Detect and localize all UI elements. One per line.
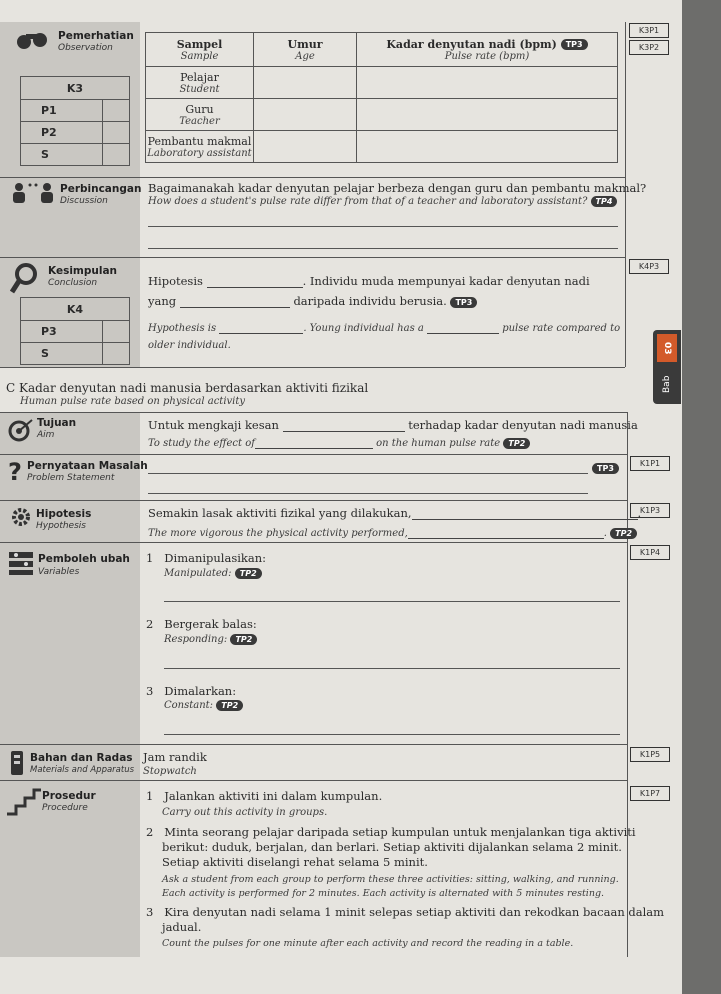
k4-table: [20, 297, 130, 365]
procedure-label-en: Procedure: [42, 803, 88, 813]
k3-table: [20, 76, 130, 166]
discussion-question-en: How does a student's pulse rate differ from that of a teacher and laboratory assistant?: [148, 196, 588, 207]
conclusion-label: Kesimpulan: [48, 265, 118, 277]
sliders-icon: [8, 550, 34, 576]
k4-title: K4: [21, 298, 130, 321]
pulse-table: [145, 32, 618, 163]
hypothesis-en: The more vigorous the physical activity performed,: [148, 528, 408, 539]
section-c-title: C Kadar denyutan nadi manusia berdasarkan aktiviti fizikal: [6, 381, 369, 395]
chapter-label: Bab: [662, 375, 672, 393]
age-cell[interactable]: [254, 99, 357, 131]
observation-label-en: Observation: [58, 43, 113, 53]
conclusion-en-1: Hypothesis is: [148, 323, 217, 334]
procedure-label: Prosedur: [42, 790, 96, 802]
target-icon: [8, 418, 34, 442]
tp2-badge: TP2: [235, 568, 262, 579]
discussion-question: Bagaimanakah kadar denyutan pelajar berbeza dengan guru dan pembantu makmal?: [148, 181, 647, 195]
materials-label: Bahan dan Radas: [30, 752, 133, 764]
answer-line[interactable]: [148, 248, 618, 249]
tp2-badge: TP2: [230, 634, 257, 645]
variable-number: 2: [146, 617, 154, 631]
row-label: Guru: [185, 102, 214, 116]
step-text: berikut: duduk, berjalan, dan berlari. Setiap aktiviti dijalankan selama 2 minit.: [162, 840, 622, 854]
k3-score-cell[interactable]: [103, 100, 130, 122]
observation-label: Pemerhatian: [58, 30, 134, 42]
aim-label-en: Aim: [37, 430, 55, 440]
row-label-en: Student: [179, 83, 220, 95]
code-k1p3: K1P3: [630, 503, 670, 518]
code-k4p3: K4P3: [629, 259, 669, 274]
variable-label-en: Responding:: [164, 634, 228, 645]
conclusion-en-2: . Young individual has a: [303, 323, 424, 334]
col-header-pulse-en: Pulse rate (bpm): [444, 50, 530, 62]
answer-line[interactable]: [164, 734, 620, 735]
step-text-en: Each activity is performed for 2 minutes. Each activity is alternated with 5 minutes resting.: [162, 888, 605, 899]
answer-line[interactable]: [164, 668, 620, 669]
tp2-badge: TP2: [503, 438, 530, 449]
code-k3p2: K3P2: [629, 40, 669, 55]
stairs-icon: [6, 786, 42, 816]
flask-icon: [8, 750, 26, 776]
gear-icon: [10, 506, 32, 528]
aim-blank-en[interactable]: [255, 448, 373, 449]
step-number: 2: [146, 825, 154, 839]
materials-label-en: Materials and Apparatus: [30, 765, 135, 775]
materials-item: Jam randik: [143, 750, 207, 764]
col-header-pulse: Kadar denyutan nadi (bpm): [386, 37, 557, 51]
step-text: Minta seorang pelajar daripada setiap kumpulan untuk menjalankan tiga aktiviti: [164, 825, 636, 839]
lower-shade: [0, 412, 140, 957]
row-label: Pelajar: [180, 70, 219, 84]
hypothesis-label: Hipotesis: [36, 508, 92, 520]
k3-row: P1: [21, 100, 103, 122]
problem-label: Pernyataan Masalah: [27, 460, 148, 472]
conclusion-mid: . Individu muda mempunyai kadar denyutan nadi: [302, 274, 590, 288]
col-header-age: Umur: [287, 37, 323, 51]
k3-row: S: [21, 144, 103, 166]
k4-row: S: [21, 343, 103, 365]
conclusion-blank-3[interactable]: [219, 333, 303, 334]
conclusion-en-3: pulse rate compared to: [502, 323, 621, 334]
chapter-tab: [653, 330, 681, 404]
conclusion-en-4: older individual.: [148, 340, 231, 351]
answer-line[interactable]: [164, 601, 620, 602]
magnifier-icon: [10, 262, 40, 296]
code-k1p4: K1P4: [630, 545, 670, 560]
hypothesis-text: Semakin lasak aktiviti fizikal yang dilakukan,: [148, 506, 412, 520]
conclusion-blank-4[interactable]: [427, 333, 499, 334]
aim-label: Tujuan: [37, 417, 77, 429]
conclusion-blank-2[interactable]: [180, 307, 290, 308]
k3-row: P2: [21, 122, 103, 144]
tp3-badge: TP3: [450, 297, 477, 308]
materials-item-en: Stopwatch: [143, 766, 197, 777]
age-cell[interactable]: [254, 67, 357, 99]
tp2-badge: TP2: [610, 528, 637, 539]
hypothesis-label-en: Hypothesis: [36, 521, 86, 531]
step-text: jadual.: [162, 920, 202, 934]
tp3-badge: TP3: [592, 463, 619, 474]
step-text-en: Count the pulses for one minute after each activity and record the reading in a table.: [162, 938, 574, 949]
row-label-en: Laboratory assistant: [147, 147, 252, 159]
pulse-cell[interactable]: [357, 99, 618, 131]
variables-label-en: Variables: [38, 567, 80, 577]
k4-row: P3: [21, 321, 103, 343]
conclusion-tail: daripada individu berusia.: [293, 294, 447, 308]
variable-label: Dimalarkan:: [164, 684, 237, 698]
col-header-age-en: Age: [295, 50, 315, 62]
code-k1p7: K1P7: [630, 786, 670, 801]
variable-label: Dimanipulasikan:: [164, 551, 267, 565]
code-k3p1: K3P1: [629, 23, 669, 38]
aim-text-2: terhadap kadar denyutan nadi manusia: [408, 418, 638, 432]
answer-line[interactable]: [148, 473, 588, 474]
hypothesis-blank[interactable]: [412, 519, 638, 520]
question-mark-icon: ?: [8, 458, 22, 486]
variable-label-en: Manipulated:: [164, 568, 232, 579]
aim-blank[interactable]: [283, 431, 405, 432]
conclusion-yang: yang: [148, 294, 177, 308]
pulse-cell[interactable]: [357, 67, 618, 99]
aim-text: Untuk mengkaji kesan: [148, 418, 279, 432]
pulse-cell[interactable]: [357, 131, 618, 163]
tp2-badge: TP2: [216, 700, 243, 711]
step-text-en: Ask a student from each group to perform these three activities: sitting, walking, and running.: [162, 874, 619, 885]
variable-number: 3: [146, 684, 154, 698]
tp3-badge: TP3: [561, 39, 588, 50]
binoculars-icon: [14, 28, 52, 50]
col-header-sample: Sampel: [176, 37, 223, 51]
row-label-en: Teacher: [179, 115, 220, 127]
k4-score-cell[interactable]: [103, 343, 130, 365]
chapter-number: 03: [657, 334, 677, 362]
step-number: 3: [146, 905, 154, 919]
variables-label: Pemboleh ubah: [38, 553, 130, 565]
code-k1p1: K1P1: [630, 456, 670, 471]
col-header-sample-en: Sample: [180, 50, 219, 62]
step-text: Setiap aktiviti diselangi rehat selama 5 minit.: [162, 855, 428, 869]
discussion-people-icon: [10, 182, 56, 204]
k4-score-cell[interactable]: [103, 321, 130, 343]
variable-label-en: Constant:: [164, 700, 214, 711]
step-number: 1: [146, 789, 154, 803]
aim-en: To study the effect of: [148, 438, 255, 449]
code-k1p5: K1P5: [630, 747, 670, 762]
variable-number: 1: [146, 551, 154, 565]
answer-line[interactable]: [148, 226, 618, 227]
k3-score-cell[interactable]: [103, 144, 130, 166]
hypothesis-word: Hipotesis: [148, 274, 203, 288]
step-text: Kira denyutan nadi selama 1 minit selepas setiap aktiviti dan rekodkan bacaan dalam: [164, 905, 665, 919]
step-text: Jalankan aktiviti ini dalam kumpulan.: [164, 789, 383, 803]
conclusion-label-en: Conclusion: [48, 278, 98, 288]
worksheet-page: K3P1 K3P2 K4P3 K1P1 K1P3 K1P4 K1P5 K1P7 Pemerhatian Observation K3 P1 P2 S Sampel Sample Umur Age Kadar denyutan nadi (bpm) TP3 Pulse rate (bpm) Pelajar Student Guru Teacher Pembantu makmal Laboratory assistant Perbincangan Discussion Bagaimanakah kadar denyutan pelajar berbeza dengan guru dan pembantu makmal? How does a student's pulse rate differ from that of a teacher and laboratory assistant? TP4 Kesimpulan Conclusion K4 P3 S Hipotesis . Individu muda mempunyai kadar denyutan nadi yang daripada individu berusia. TP3 Hypothesis is . Young individual has a pulse rate compared to older individual. C Kadar denyutan nadi manusia berdasarkan aktiviti fizikal Human pulse rate based on physical activity Tujuan Aim Untuk mengkaji kesan terhadap kadar denyutan nadi manusia To study the effect of on the human pulse rate TP2 ? Pernyataan Masalah Problem Statement TP3 Hipotesis Hypothesis Semakin lasak aktiviti fizikal yang dilakukan, . The more vigorous the physical activity performed, . TP2 Pemboleh ubah Variables 1 Dimanipulasikan: Manipulated: TP2 2 Bergerak balas: Responding: TP2 3 Dimalarkan: Constant: TP2 Bahan dan Radas Materials and Apparatus Jam randik Stopwatch Prosedur Procedure 1 Jalankan aktiviti ini dalam kumpulan. Carry out this activity in groups. 2 Minta seorang pelajar daripada setiap kumpulan untuk menjalankan tiga aktiviti berikut: duduk, berjalan, dan berlari. Setiap aktiviti dijalankan selama 2 minit. Setiap aktiviti diselangi rehat selama 5 minit. Ask a student from each group to perform these three activities: sitting, walking, and running. Each activity is performed for 2 minutes. Each activity is alternated with 5 minutes resting. 3 Kira denyutan nadi selama 1 minit selepas setiap aktiviti dan rekodkan bacaan dalam jadual. Count the pulses for one minute after each activity and record the reading in a table.: [0, 0, 682, 994]
row-label: Pembantu makmal: [147, 134, 252, 148]
step-text-en: Carry out this activity in groups.: [162, 807, 328, 818]
variable-label: Bergerak balas:: [164, 617, 257, 631]
discussion-label: Perbincangan: [60, 183, 142, 195]
answer-line[interactable]: [148, 493, 588, 494]
discussion-label-en: Discussion: [60, 196, 108, 206]
k3-score-cell[interactable]: [103, 122, 130, 144]
section-c-title-en: Human pulse rate based on physical activity: [20, 396, 246, 407]
hypothesis-blank-en[interactable]: [408, 538, 604, 539]
conclusion-blank-1[interactable]: [207, 287, 303, 288]
tp4-badge: TP4: [591, 196, 618, 207]
k3-title: K3: [21, 77, 130, 100]
problem-label-en: Problem Statement: [27, 473, 115, 483]
aim-en-2: on the human pulse rate: [376, 438, 501, 449]
age-cell[interactable]: [254, 131, 357, 163]
